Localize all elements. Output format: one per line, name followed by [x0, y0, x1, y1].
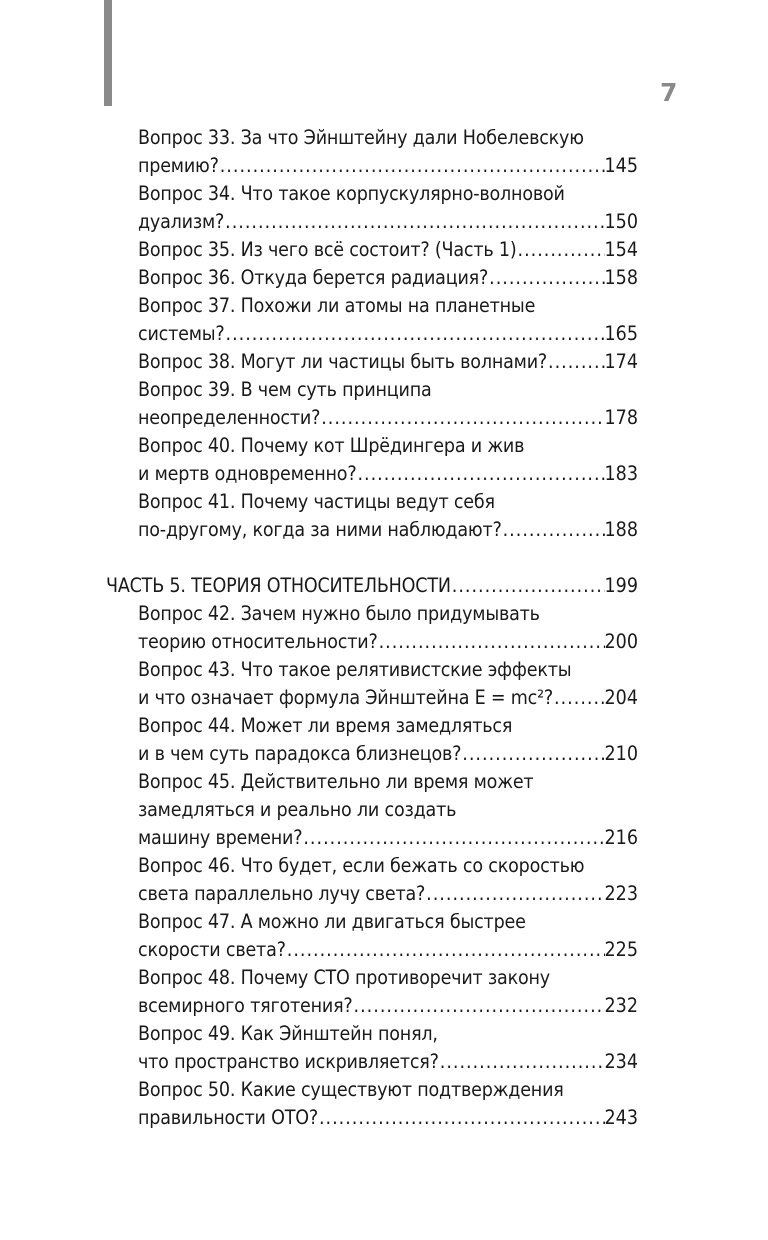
toc-line-text: Вопрос 35. Из чего всё состоит? (Часть 1) [138, 238, 517, 261]
toc-page-number: 158 [604, 266, 638, 289]
toc-line-text: и в чем суть парадокса близнецов? [138, 742, 462, 765]
dot-leader [225, 320, 605, 348]
toc-line-text: Вопрос 34. Что такое корпускулярно-волновой [138, 182, 565, 205]
toc-line [138, 404, 638, 432]
toc-line-text: Вопрос 50. Какие существуют подтверждения [138, 1078, 564, 1101]
toc-page-number: 145 [604, 154, 638, 177]
page-number: 7 [660, 78, 678, 107]
dot-leader [286, 936, 605, 964]
toc-page-number: 178 [604, 406, 638, 429]
toc-line-text: Вопрос 39. В чем суть принципа [138, 378, 432, 401]
dot-leader [547, 348, 605, 376]
toc-line-text: Вопрос 41. Почему частицы ведут себя [138, 490, 495, 513]
page-edge-bar [104, 0, 112, 106]
toc-line [138, 768, 533, 796]
toc-line [138, 600, 540, 628]
toc-line-text: Вопрос 44. Может ли время замедляться [138, 714, 513, 737]
toc-line-text: Вопрос 40. Почему кот Шрёдингера и жив [138, 434, 525, 457]
toc-line-text: по-другому, когда за ними наблюдают? [138, 518, 502, 541]
toc-line-text: системы? [138, 322, 225, 345]
dot-leader [502, 516, 605, 544]
toc-line [138, 432, 524, 460]
toc-line [138, 964, 550, 992]
toc-line-text: Вопрос 43. Что такое релятивистские эффекты [138, 658, 572, 681]
toc-line [138, 852, 584, 880]
toc-line [138, 740, 638, 768]
toc-line [138, 628, 638, 656]
dot-leader [219, 152, 605, 180]
dot-leader [320, 404, 604, 432]
toc-page-number: 183 [604, 462, 638, 485]
toc-page-number: 243 [604, 1106, 638, 1129]
toc-line [138, 824, 638, 852]
toc-page-number: 199 [604, 574, 638, 597]
toc-line [138, 376, 432, 404]
toc-line-text: Вопрос 36. Откуда берется радиация? [138, 266, 489, 289]
dot-leader [553, 684, 604, 712]
toc-page-number: 204 [604, 686, 638, 709]
toc-line-text: Вопрос 38. Могут ли частицы быть волнами? [138, 350, 548, 373]
dot-leader [488, 264, 604, 292]
toc-line-text: премию? [138, 154, 219, 177]
toc-line-text: правильности ОТО? [138, 1106, 318, 1129]
toc-line [138, 236, 638, 264]
toc-line-text: скорости света? [138, 938, 286, 961]
toc-line-text: и что означает формула Эйнштейна E = mc²? [138, 686, 554, 709]
dot-leader [439, 1048, 605, 1076]
toc-line-text: что пространство искривляется? [138, 1050, 439, 1073]
toc-line [138, 1076, 564, 1104]
toc-line-text: Вопрос 42. Зачем нужно было придумывать [138, 602, 540, 625]
toc-line [138, 1020, 438, 1048]
dot-leader [451, 572, 605, 600]
toc-line [138, 460, 638, 488]
toc-line-text: Вопрос 48. Почему СТО противоречит закону [138, 966, 550, 989]
dot-leader [356, 460, 604, 488]
dot-leader [224, 208, 604, 236]
toc-line-text: Вопрос 37. Похожи ли атомы на планетные [138, 294, 536, 317]
toc-line [138, 292, 535, 320]
toc-line-text: Вопрос 47. А можно ли двигаться быстрее [138, 910, 526, 933]
toc-line [138, 1048, 638, 1076]
dot-leader [302, 824, 604, 852]
toc-line [138, 208, 638, 236]
toc-page-number: 223 [604, 882, 638, 905]
toc-line [138, 796, 456, 824]
toc-page-number: 232 [604, 994, 638, 1017]
toc-page-number: 200 [604, 630, 638, 653]
toc-page-number: 210 [604, 742, 638, 765]
dot-leader [517, 236, 605, 264]
toc-page-number: 234 [604, 1050, 638, 1073]
toc-line [138, 656, 571, 684]
toc-line [138, 908, 526, 936]
toc-page-number: 150 [604, 210, 638, 233]
toc-line-text: замедляться и реально ли создать [138, 798, 457, 821]
toc-line-text: дуализм? [138, 210, 225, 233]
toc-line [138, 1104, 638, 1132]
toc-page-number: 216 [604, 826, 638, 849]
toc-line [106, 572, 638, 600]
toc-page-number: 225 [604, 938, 638, 961]
toc-page-number: 174 [604, 350, 638, 373]
toc-line [138, 152, 638, 180]
toc-line [138, 488, 495, 516]
toc-line-text: Вопрос 45. Действительно ли время может [138, 770, 534, 793]
toc-line-text: ЧАСТЬ 5. ТЕОРИЯ ОТНОСИТЕЛЬНОСТИ [106, 574, 451, 597]
toc-line [138, 320, 638, 348]
toc-page-number: 188 [604, 518, 638, 541]
toc-line-text: и мертв одновременно? [138, 462, 357, 485]
toc-line [138, 992, 638, 1020]
dot-leader [378, 628, 605, 656]
toc-line-text: Вопрос 49. Как Эйнштейн понял, [138, 1022, 438, 1045]
toc-line [138, 264, 638, 292]
toc-page-number: 165 [604, 322, 638, 345]
toc-line-text: теорию относительности? [138, 630, 378, 653]
toc-line [138, 180, 565, 208]
dot-leader [353, 992, 605, 1020]
toc-line-text: неопределенности? [138, 406, 321, 429]
toc-line [138, 712, 512, 740]
toc-line-text: Вопрос 46. Что будет, если бежать со скоростью [138, 854, 585, 877]
toc-page-number: 154 [604, 238, 638, 261]
toc-line [138, 880, 638, 908]
toc-line-text: всемирного тяготения? [138, 994, 353, 1017]
toc-line [138, 936, 638, 964]
toc-line-text: Вопрос 33. За что Эйнштейну дали Нобелевскую [138, 126, 584, 149]
toc-line [138, 684, 638, 712]
dot-leader [318, 1104, 605, 1132]
toc-line-text: света параллельно лучу света? [138, 882, 426, 905]
toc-line [138, 124, 584, 152]
toc-line [138, 348, 638, 376]
dot-leader [425, 880, 604, 908]
toc-line-text: машину времени? [138, 826, 303, 849]
dot-leader [461, 740, 604, 768]
toc-line [138, 516, 638, 544]
